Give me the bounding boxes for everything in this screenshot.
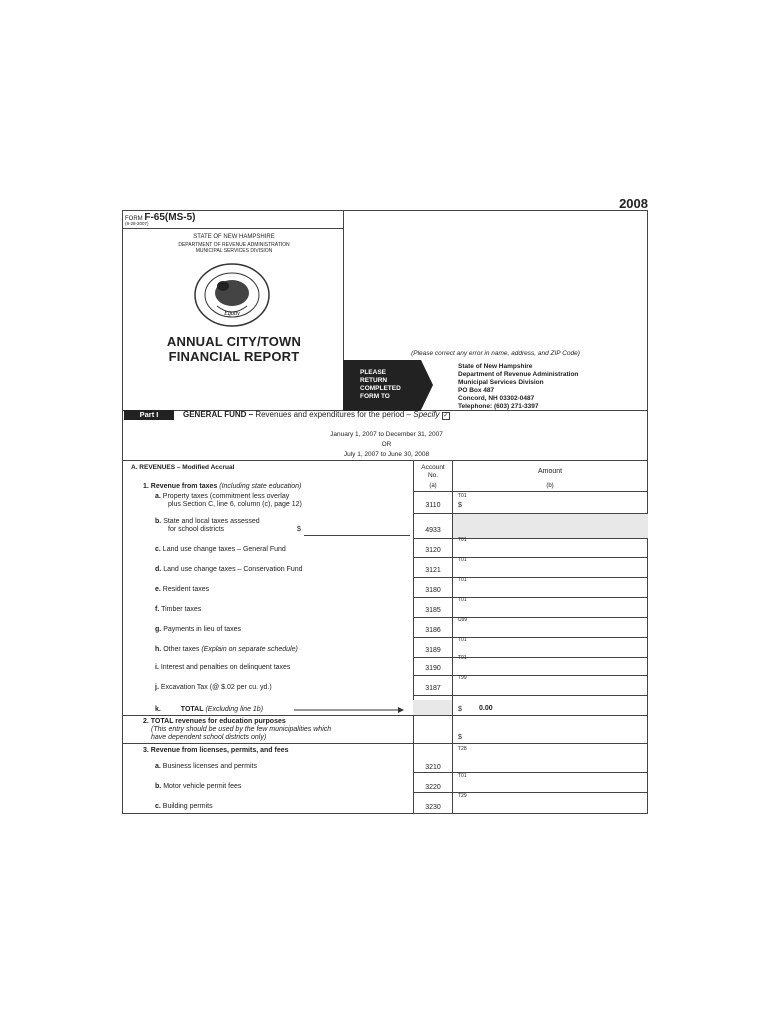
item3-row-b-label — [155, 783, 241, 790]
item2-block — [143, 718, 331, 742]
address-line2: Department of Revenue Administration — [458, 371, 579, 378]
amount-sub: (b) — [546, 483, 554, 489]
checkbox-icon[interactable]: ✓ — [443, 413, 449, 419]
row-d-code: T01 — [458, 557, 467, 563]
row-f-letter: f. — [155, 606, 160, 613]
return-line2: RETURN — [360, 377, 388, 384]
item3-row-a-letter: a. — [155, 763, 161, 770]
item3-row-b-letter: b. — [155, 783, 162, 790]
item2-note2: have dependent school districts only) — [151, 734, 267, 741]
row-k-total: TOTAL — [180, 706, 204, 713]
row-b-dollar: $ — [297, 526, 301, 533]
period-option-calendar[interactable]: January 1, 2007 to December 31, 2007 — [330, 431, 443, 438]
row-k-note: (Excluding line 1b) — [205, 706, 264, 713]
mailing-address — [458, 363, 578, 411]
specify-label: Specify — [413, 410, 440, 419]
seal-motto: Equity — [224, 311, 240, 317]
row-e-rule — [413, 597, 648, 598]
row-g-account: 3186 — [425, 627, 441, 634]
row-c-text: Land use change taxes – General Fund — [162, 546, 286, 553]
row-a-letter: a. — [155, 493, 161, 500]
row-f-label — [155, 606, 201, 613]
item2-dollar[interactable]: $ — [458, 734, 462, 741]
row-i-text: Interest and penalties on delinquent taxes — [160, 664, 291, 671]
row-b-rule — [413, 538, 648, 539]
row-f-account: 3185 — [425, 607, 441, 614]
row-a-text2: plus Section C, line 6, column (c), page 12) — [168, 501, 302, 508]
row-e-label — [155, 586, 209, 593]
item2-note1: (This entry should be used by the few municipalities which — [151, 726, 332, 733]
row-h-amount-field[interactable] — [453, 644, 648, 656]
table-top-rule — [122, 460, 648, 461]
row-a-account: 3110 — [425, 502, 441, 509]
item3-label: 3. Revenue from licenses, permits, and fees — [143, 747, 289, 754]
row-h-account: 3189 — [425, 647, 441, 654]
row-f-rule — [413, 617, 648, 618]
row-b-text2: for school districts — [168, 526, 225, 533]
row-c-rule — [413, 557, 648, 558]
row-e-code: T01 — [458, 577, 467, 583]
account-header — [413, 464, 453, 480]
address-line3: Municipal Services Division — [458, 379, 544, 386]
row-c-letter: c. — [155, 546, 161, 553]
arrow-right-icon — [294, 706, 404, 714]
item3-row-a-label — [155, 763, 257, 770]
row-j-account: 3187 — [425, 685, 441, 692]
form-year: 2008 — [619, 196, 648, 211]
row-g-letter: g. — [155, 626, 162, 633]
form-prefix: FORM — [125, 216, 143, 222]
row-e-account: 3180 — [425, 587, 441, 594]
item3-row-b-rule — [413, 792, 648, 793]
state-name: STATE OF NEW HAMPSHIRE — [193, 234, 275, 240]
account-header-line2: No. — [427, 472, 439, 479]
address-line1: State of New Hampshire — [458, 363, 533, 370]
row-b-text1: State and local taxes assessed — [163, 518, 260, 525]
row-h-label — [155, 646, 298, 653]
return-line4: FORM TO — [360, 393, 390, 400]
return-instructions — [360, 369, 401, 401]
item3-row-b-account: 3220 — [425, 784, 441, 791]
row-f-code: T01 — [458, 597, 467, 603]
row-k-shaded-account — [413, 700, 452, 715]
report-title — [125, 334, 343, 364]
row-i-letter: i. — [155, 664, 159, 671]
item3-row-c-label — [155, 803, 213, 810]
address-line4: PO Box 487 — [458, 387, 495, 394]
item3-row-a-text: Business licenses and permits — [162, 763, 257, 770]
row-j-label — [155, 684, 272, 691]
title-line2: FINANCIAL REPORT — [168, 349, 300, 364]
row-a-label — [155, 493, 302, 509]
row-d-text: Land use change taxes – Conservation Fund — [163, 566, 303, 573]
item3-row-b-code: T29 — [458, 793, 467, 799]
row-h-note: (Explain on separate schedule) — [201, 646, 298, 653]
period-or: OR — [381, 441, 392, 448]
row-i-account: 3190 — [425, 665, 441, 672]
row-a-amount[interactable]: $ — [458, 502, 462, 509]
row-c-account: 3120 — [425, 547, 441, 554]
row-f-text: Timber taxes — [161, 606, 202, 613]
row-g-rule — [413, 637, 648, 638]
department-name — [125, 242, 343, 254]
general-fund-label: GENERAL FUND – — [183, 410, 254, 419]
form-date: (8-28-2007) — [125, 221, 149, 226]
row-f-amount-field[interactable] — [453, 604, 648, 616]
row-d-amount-field[interactable] — [453, 564, 648, 576]
row-h-rule — [413, 657, 648, 658]
row-b-letter: b. — [155, 518, 162, 525]
row-k-label — [155, 706, 263, 713]
section-title: A. REVENUES – Modified Accrual — [131, 464, 235, 471]
row-h-code: T01 — [458, 637, 467, 643]
row-j-rule — [413, 695, 648, 696]
row-a-code: T01 — [458, 493, 467, 499]
row-e-letter: e. — [155, 586, 161, 593]
item3-row-c-amount-field[interactable] — [453, 801, 648, 813]
row-i-label — [155, 664, 290, 671]
row-j-code: T99 — [458, 675, 467, 681]
form-number-text: F-65(MS-5) — [144, 212, 196, 223]
item1-heading — [143, 483, 301, 490]
item3-row-a-account: 3210 — [425, 764, 441, 771]
row-e-text: Resident taxes — [162, 586, 210, 593]
row-a-text1: Property taxes (commitment less overlay — [162, 493, 290, 500]
correction-note: (Please correct any error in name, address, and ZIP Code) — [411, 350, 580, 357]
title-line1: ANNUAL CITY/TOWN — [166, 334, 302, 349]
row-c-code: T01 — [458, 537, 467, 543]
row-e-amount-field[interactable] — [453, 584, 648, 596]
row-c-label — [155, 546, 286, 553]
division-line: MUNICIPAL SERVICES DIVISION — [195, 248, 273, 254]
item3-row-b-text: Motor vehicle permit fees — [163, 783, 242, 790]
row-g-amount-field[interactable] — [453, 624, 648, 636]
row-b-label — [155, 518, 260, 534]
row-d-account: 3121 — [425, 567, 441, 574]
item2-rule — [122, 743, 648, 744]
row-b-input-line[interactable] — [304, 535, 410, 536]
row-h-text: Other taxes — [163, 646, 200, 653]
form-number-rule — [122, 228, 343, 229]
row-i-rule — [413, 675, 648, 676]
row-g-text: Payments in lieu of taxes — [163, 626, 242, 633]
dept-line: DEPARTMENT OF REVENUE ADMINISTRATION — [178, 242, 290, 248]
item3-row-c-letter: c. — [155, 803, 161, 810]
row-k-dollar: $ — [458, 706, 462, 713]
row-k-total-value[interactable]: 0.00 — [479, 705, 493, 712]
period-option-fiscal[interactable]: July 1, 2007 to June 30, 2008 — [343, 451, 430, 458]
row-d-letter: d. — [155, 566, 162, 573]
return-line1: PLEASE — [360, 369, 387, 376]
row-j-letter: j. — [155, 684, 159, 691]
item3-row-c-account: 3230 — [425, 804, 441, 811]
row-c-amount-field[interactable] — [453, 544, 648, 556]
account-sub: (a) — [429, 483, 437, 489]
row-d-rule — [413, 577, 648, 578]
item3-row-a-code: T01 — [458, 773, 467, 779]
part-label: Part I — [124, 410, 174, 420]
period-options — [125, 430, 648, 460]
address-line6: Telephone: (603) 271-3397 — [458, 403, 539, 410]
item1-note: (Including state education) — [219, 483, 302, 490]
header-bottom-rule — [413, 491, 648, 492]
row-j-text: Excavation Tax (@ $.02 per cu. yd.) — [160, 684, 272, 691]
heading-rest: Revenues and expenditures for the period – — [255, 410, 411, 419]
address-line5: Concord, NH 03302-0487 — [458, 395, 535, 402]
row-h-letter: h. — [155, 646, 162, 653]
row-k-rule — [122, 715, 648, 716]
account-header-line1: Account — [421, 464, 445, 471]
row-j-amount-field[interactable] — [453, 682, 648, 694]
row-k-letter: k. — [155, 706, 161, 713]
row-d-label — [155, 566, 303, 573]
return-line3: COMPLETED — [360, 385, 401, 392]
item3-row-c-text: Building permits — [162, 803, 213, 810]
state-seal-icon — [193, 262, 271, 328]
amount-header: Amount — [537, 468, 563, 475]
item1-label: 1. Revenue from taxes — [143, 483, 218, 490]
row-i-amount-field[interactable] — [453, 662, 648, 674]
row-g-label — [155, 626, 241, 633]
row-g-code: U99 — [458, 617, 468, 623]
item3-row-a-rule — [413, 772, 648, 773]
return-arrow-icon — [421, 360, 433, 410]
row-b-shaded-amount — [453, 514, 648, 538]
row-i-code: T01 — [458, 655, 467, 661]
part-heading — [183, 410, 450, 420]
row-b-account: 4933 — [425, 527, 441, 534]
item2-label: 2. TOTAL revenues for education purposes — [143, 718, 286, 725]
item3-code: T28 — [458, 746, 467, 752]
